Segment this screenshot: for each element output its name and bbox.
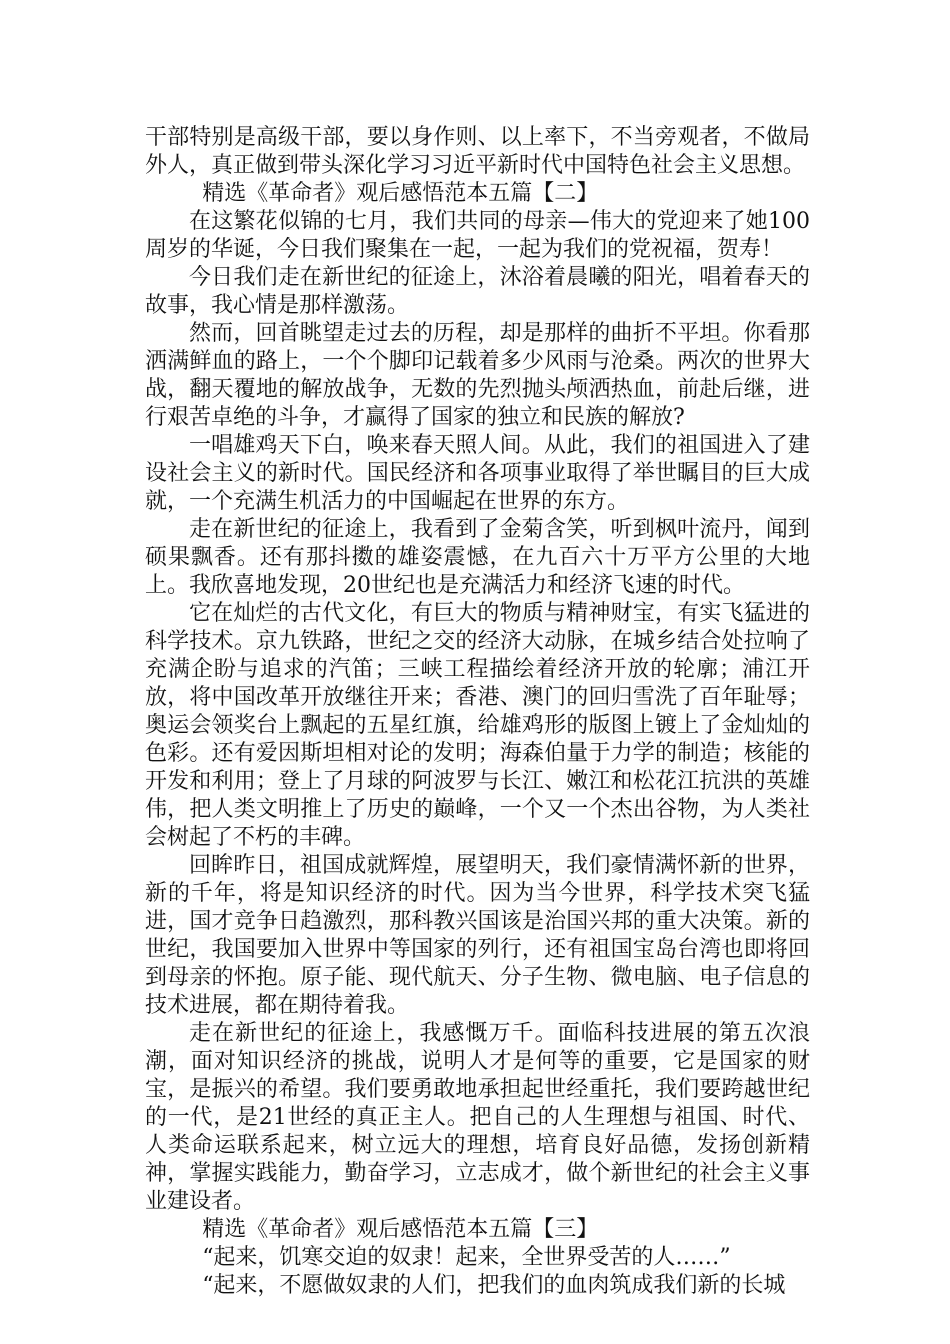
document-body bbox=[145, 124, 810, 1300]
paragraph: 回眸昨日，祖国成就辉煌，展望明天，我们豪情满怀新的世界，新的千年，将是知识经济的时代。因为当今世界，科学技术突飞猛进，国才竞争日趋激烈，那科教兴国该是治国兴邦的重大决策。新的世纪，我国要加入世界中等国家的列行，还有祖国宝岛台湾也即将回到母亲的怀抱。原子能、现代航天、分子生物、微电脑、电子信息的技术进展，都在期待着我。 bbox=[145, 853, 810, 1018]
quote-line: “起来，不愿做奴隶的人们，把我们的血肉筑成我们新的长城 bbox=[202, 1273, 786, 1298]
paragraph: 今日我们走在新世纪的征途上，沐浴着晨曦的阳光，唱着春天的故事，我心情是那样激荡。 bbox=[145, 265, 810, 318]
paragraph: 它在灿烂的古代文化，有巨大的物质与精神财宝，有实飞猛进的科学技术。京九铁路，世纪之交的经济大动脉，在城乡结合处拉响了充满企盼与追求的汽笛；三峡工程描绘着经济开放的轮廓；浦江开放，将中国改革开放继往开来；香港、澳门的回归雪洗了百年耻辱；奥运会领奖台上飘起的五星红旗，给雄鸡形的版图上镀上了金灿灿的色彩。还有爱因斯坦相对论的发明；海森伯量于力学的制造；核能的开发和利用；登上了月球的阿波罗与长江、嫩江和松花江抗洪的英雄伟，把人类文明推上了历史的巅峰，一个又一个杰出谷物，为人类社会树起了不朽的丰碑。 bbox=[145, 601, 810, 850]
paragraph: 走在新世纪的征途上，我看到了金菊含笑，听到枫叶流丹，闻到硕果飘香。还有那抖擞的雄姿震憾，在九百六十万平方公里的大地上。我欣喜地发现，20世纪也是充满活力和经济飞速的时代。 bbox=[145, 517, 810, 598]
quote-line: “起来，饥寒交迫的奴隶！起来，全世界受苦的人……” bbox=[202, 1245, 731, 1270]
paragraph: 然而，回首眺望走过去的历程，却是那样的曲折不平坦。你看那洒满鲜血的路上，一个个脚印记载着多少风雨与沧桑。两次的世界大战，翻天覆地的解放战争，无数的先烈抛头颅洒热血，前赴后继，进行艰苦卓绝的斗争，才赢得了国家的独立和民族的解放? bbox=[145, 321, 810, 430]
paragraph-continued: 干部特别是高级干部，要以身作则、以上率下，不当旁观者，不做局外人，真正做到带头深化学习习近平新时代中国特色社会主义思想。 bbox=[145, 125, 810, 178]
section-heading-2: 精选《革命者》观后感悟范本五篇【二】 bbox=[202, 181, 599, 206]
paragraph: 一唱雄鸡天下白，唤来春天照人间。从此，我们的祖国进入了建设社会主义的新时代。国民经济和各项事业取得了举世瞩目的巨大成就，一个充满生机活力的中国崛起在世界的东方。 bbox=[145, 433, 810, 514]
section-heading-3: 精选《革命者》观后感悟范本五篇【三】 bbox=[202, 1217, 599, 1242]
paragraph: 在这繁花似锦的七月，我们共同的母亲—伟大的党迎来了她100周岁的华诞，今日我们聚集在一起，一起为我们的党祝福，贺寿！ bbox=[145, 209, 810, 262]
paragraph: 走在新世纪的征途上，我感慨万千。面临科技进展的第五次浪潮，面对知识经济的挑战，说明人才是何等的重要，它是国家的财宝，是振兴的希望。我们要勇敢地承担起世经重托，我们要跨越世纪的一代，是21世经的真正主人。把自己的人生理想与祖国、时代、人类命运联系起来，树立远大的理想，培育良好品德，发扬创新精神，掌握实践能力，勤奋学习，立志成才，做个新世纪的社会主义事业建设者。 bbox=[145, 1021, 810, 1214]
